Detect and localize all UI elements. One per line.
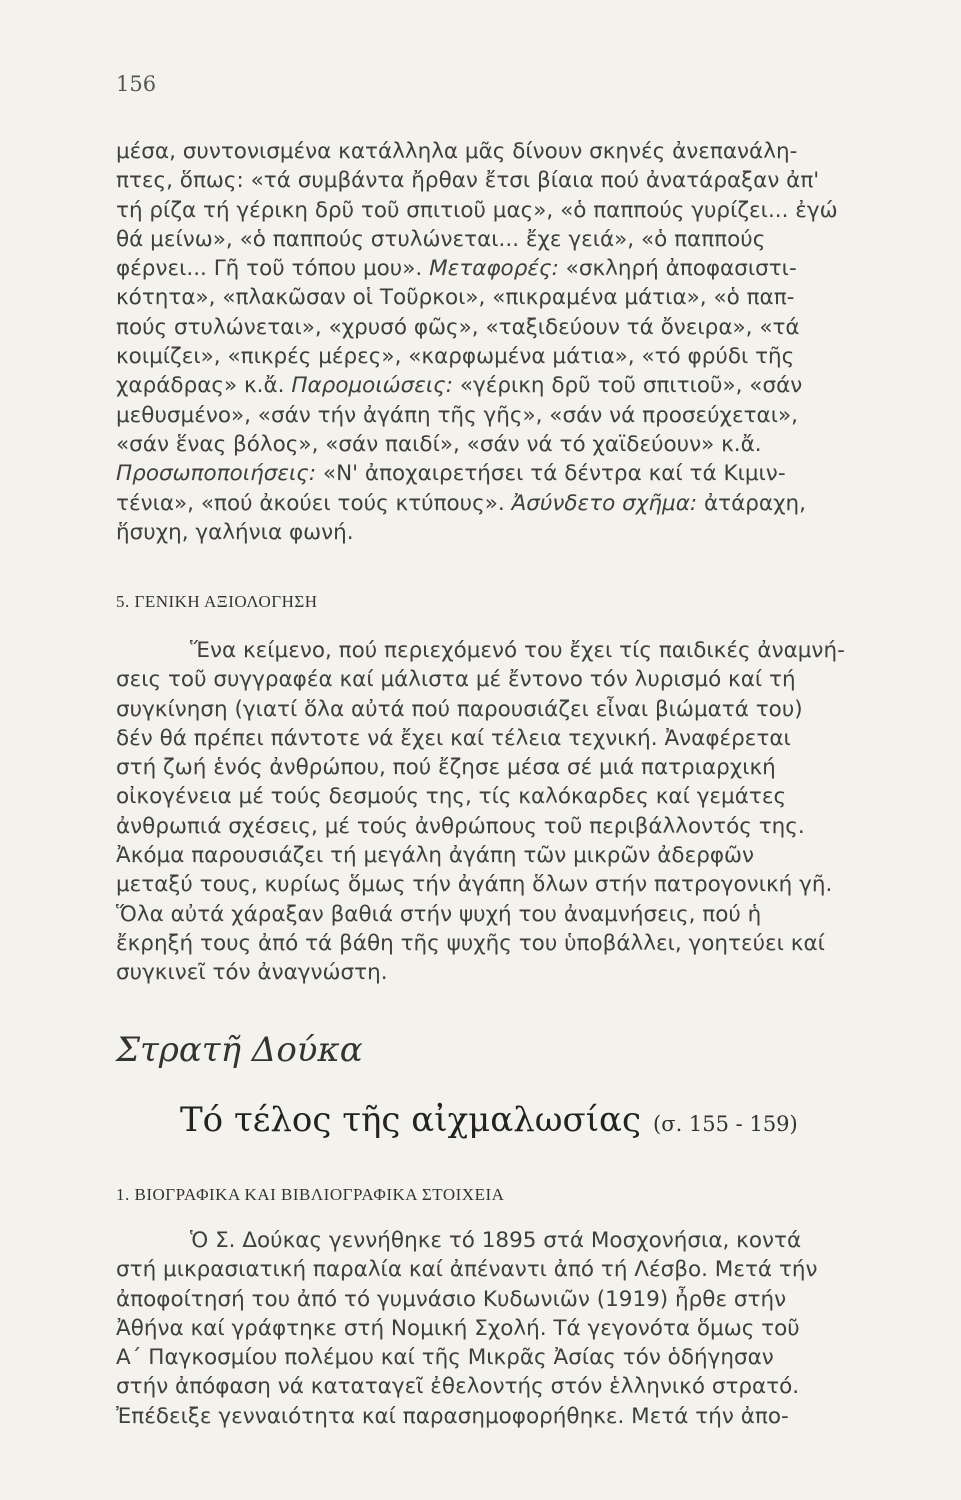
text-line: οἰκογένεια μέ τούς δεσμούς της, τίς καλόκαρδες καί γεμάτες bbox=[116, 784, 787, 810]
text-line: Ἕνα κείμενο, πού περιεχόμενό του ἔχει τίς παιδικές ἀναμνή- bbox=[190, 638, 845, 663]
work-title: Τό τέλος τῆς αἰχμαλωσίας bbox=[180, 1100, 642, 1140]
paragraph-general-evaluation bbox=[116, 636, 924, 988]
text-line: ἀνθρωπιά σχέσεις, μέ τούς ἀνθρώπους τοῦ περιβάλλοντός της. bbox=[116, 813, 805, 839]
text-span: φέρνει... Γῆ τοῦ τόπου μου». bbox=[116, 256, 430, 282]
text-line: Ὁ Σ. Δούκας γεννήθηκε τό 1895 στά Μοσχονήσια, κοντά bbox=[190, 1228, 802, 1253]
text-span: ἀτάραχη, bbox=[697, 490, 806, 516]
work-title-line bbox=[180, 1100, 798, 1140]
text-line: συγκίνηση (γιατί ὅλα αὐτά πού παρουσιάζει εἶναι βιώματά του) bbox=[116, 696, 803, 722]
text-line: μεταξύ τους, κυρίως ὅμως τήν ἀγάπη ὅλων στήν πατρογονική γῆ. bbox=[116, 872, 833, 898]
text-span: τένια», «πού ἀκούει τούς κτύπους». bbox=[116, 490, 512, 516]
text-line: στήν ἀπόφαση νά καταταγεῖ ἐθελοντής στόν ἑλληνικό στρατό. bbox=[116, 1374, 800, 1400]
text-line: Α΄ Παγκοσμίου πολέμου καί τῆς Μικρᾶς Ἀσίας τόν ὁδήγησαν bbox=[116, 1345, 774, 1371]
text-line: συγκινεῖ τόν ἀναγνώστη. bbox=[116, 960, 388, 986]
text-line: τή ρίζα τή γέρικη δρῦ τοῦ σπιτιοῦ μας», «ὁ παππούς γυρίζει... ἐγώ bbox=[116, 197, 838, 223]
text-span: «Ν' ἀποχαιρετήσει τά δέντρα καί τά Κιμιν- bbox=[316, 461, 786, 487]
section-heading-biography: 1. ΒΙΟΓΡΑΦΙΚΑ ΚΑΙ ΒΙΒΛΙΟΓΡΑΦΙΚΑ ΣΤΟΙΧΕΙΑ bbox=[116, 1185, 505, 1204]
text-line: ἀποφοίτησή του ἀπό τό γυμνάσιο Κυδωνιῶν (1919) ἦρθε στήν bbox=[116, 1286, 787, 1312]
term-similes: Παρομοιώσεις: bbox=[291, 373, 453, 399]
text-span: «σκληρή ἀποφασιστι- bbox=[558, 256, 797, 282]
text-line: «σάν ἕνας βόλος», «σάν παιδί», «σάν νά τό χαϊδεύουν» κ.ἄ. bbox=[116, 431, 762, 457]
text-line: πτες, ὅπως: «τά συμβάντα ἤρθαν ἔτσι βίαια πού ἀνατάραξαν ἀπ' bbox=[116, 168, 820, 194]
work-pages: (σ. 155 - 159) bbox=[653, 1112, 798, 1136]
term-metaphors: Μεταφορές: bbox=[429, 256, 559, 282]
text-line: στή ζωή ἑνός ἀνθρώπου, πού ἔζησε μέσα σέ μιά πατριαρχική bbox=[116, 755, 776, 781]
text-line: μεθυσμένο», «σάν τήν ἀγάπη τῆς γῆς», «σάν νά προσεύχεται», bbox=[116, 402, 798, 428]
text-line bbox=[116, 459, 924, 488]
text-line: Ὅλα αὐτά χάραξαν βαθιά στήν ψυχή του ἀναμνήσεις, πού ἡ bbox=[116, 901, 762, 927]
page-number: 156 bbox=[116, 72, 157, 96]
text-line bbox=[116, 254, 924, 283]
text-line: μέσα, συντονισμένα κατάλληλα μᾶς δίνουν σκηνές ἀνεπανάλη- bbox=[116, 139, 798, 164]
text-line: Ἐπέδειξε γενναιότητα καί παρασημοφορήθηκε. Μετά τήν ἀπο- bbox=[116, 1403, 789, 1429]
text-line: Ἀθήνα καί γράφτηκε στή Νομική Σχολή. Τά γεγονότα ὅμως τοῦ bbox=[116, 1315, 800, 1341]
text-line: ἥσυχη, γαλήνια φωνή. bbox=[116, 519, 354, 545]
section-heading-general-evaluation: 5. ΓΕΝΙΚΗ ΑΞΙΟΛΟΓΗΣΗ bbox=[116, 592, 318, 611]
term-personifications: Προσωποποιήσεις: bbox=[116, 461, 317, 487]
text-line: πούς στυλώνεται», «χρυσό φῶς», «ταξιδεύουν τά ὄνειρα», «τά bbox=[116, 314, 800, 340]
text-line: κοιμίζει», «πικρές μέρες», «καρφωμένα μάτια», «τό φρύδι τῆς bbox=[116, 344, 795, 370]
text-line: σεις τοῦ συγγραφέα καί μάλιστα μέ ἔντονο τόν λυρισμό καί τή bbox=[116, 667, 796, 693]
text-line bbox=[116, 489, 924, 518]
text-line: δέν θά πρέπει πάντοτε νά ἔχει καί τέλεια τεχνική. Ἀναφέρεται bbox=[116, 725, 791, 751]
author-name: Στρατῆ Δούκα bbox=[116, 1030, 363, 1070]
text-line: Ἀκόμα παρουσιάζει τή μεγάλη ἀγάπη τῶν μικρῶν ἀδερφῶν bbox=[116, 843, 755, 869]
paragraph-biography bbox=[116, 1226, 924, 1431]
text-line: θά μείνω», «ὁ παππούς στυλώνεται... ἔχε γειά», «ὁ παππούς bbox=[116, 226, 766, 252]
text-line bbox=[116, 371, 924, 400]
text-line: κότητα», «πλακῶσαν οἱ Τοῦρκοι», «πικραμένα μάτια», «ὁ παπ- bbox=[116, 285, 795, 311]
text-span: «γέρικη δρῦ τοῦ σπιτιοῦ», «σάν bbox=[452, 373, 803, 399]
term-asyndeton: Ἀσύνδετο σχῆμα: bbox=[511, 490, 698, 516]
text-line: ἔκρηξή τους ἀπό τά βάθη τῆς ψυχῆς του ὑποβάλλει, γοητεύει καί bbox=[116, 930, 825, 956]
text-line: στή μικρασιατική παραλία καί ἀπέναντι ἀπό τή Λέσβο. Μετά τήν bbox=[116, 1257, 818, 1283]
text-span: χαράδρας» κ.ἄ. bbox=[116, 373, 292, 399]
paragraph-figures-of-speech bbox=[116, 137, 924, 547]
